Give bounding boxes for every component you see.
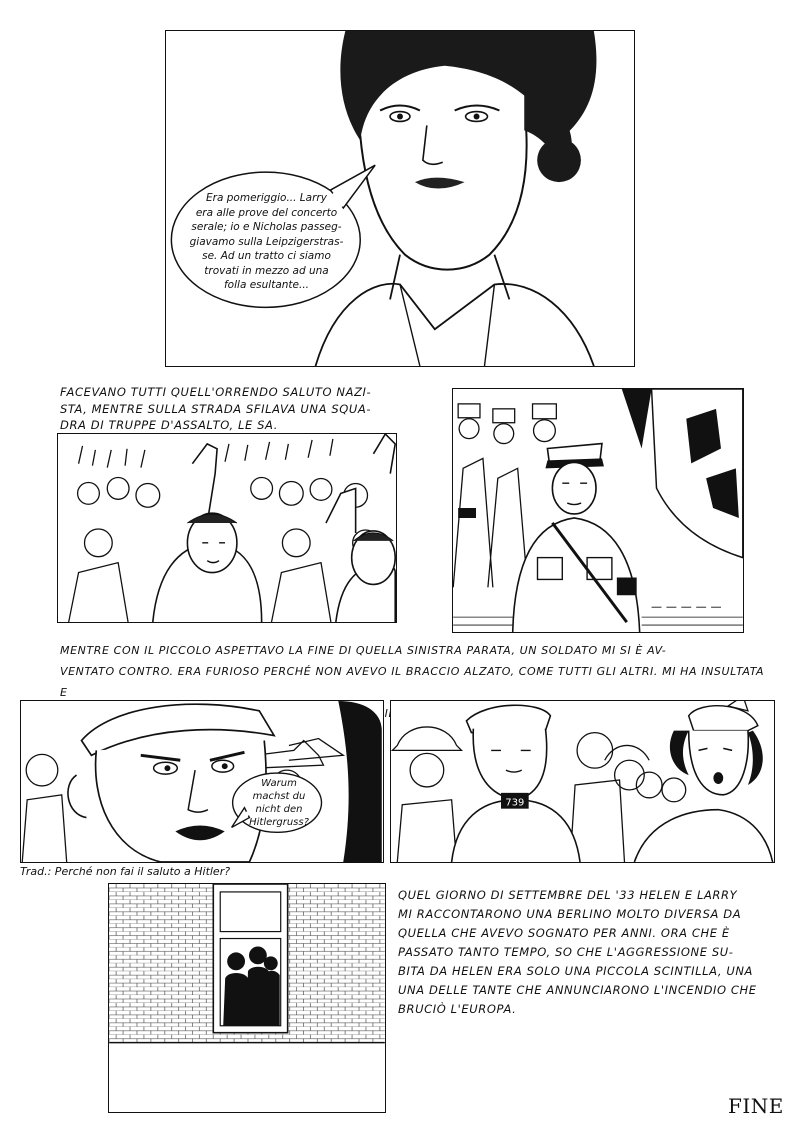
- panel-helen-grabbed: [390, 700, 775, 863]
- translation-note: Trad.: Perché non fai il saluto a Hitler?: [20, 865, 231, 878]
- end-label: FINE: [728, 1094, 784, 1118]
- helen-grabbed-drawing: [391, 701, 774, 862]
- caption-berlin-memory: QUEL GIORNO DI SETTEMBRE DEL '33 HELEN E LARRY MI RACCONTARONO UNA BERLINO MOLTO DIVERSA DA QUELLA CHE AVEVO SOGNATO PER ANNI. ORA CHE È PASSATO TANTO TEMPO, SO CHE L'AGGRESSIONE SU- BITA DA HELEN ERA SOLO UNA PICCOLA SCINTILLA, UNA UNA DELLE TANTE CHE ANNUNCIARONO L'INCENDIO CHE BRUCIÒ L'EUROPA.: [398, 888, 757, 1016]
- panel-woman-portrait: [165, 30, 635, 367]
- sa-soldiers-drawing: [453, 389, 743, 632]
- panel-sa-soldiers: [452, 388, 744, 633]
- saluting-crowd-drawing: [58, 434, 396, 622]
- window-silhouettes-drawing: [109, 884, 385, 1112]
- soldier-speech-text: Warum machst du nicht den Hitlergruss?: [249, 778, 309, 828]
- caption-soldier-attack: MENTRE CON IL PICCOLO ASPETTAVO LA FINE DI QUELLA SINISTRA PARATA, UN SOLDATO MI SI È AV- VENTATO CONTRO. ERA FURIOSO PERCHÉ NON AVEVO IL BRACCIO ALZATO, COME TUTTI GLI ALTRI. MI HA INSULTATA E: [60, 644, 765, 699]
- caption-nazi-salute: FACEVANO TUTTI QUELL'ORRENDO SALUTO NAZI- STA, MENTRE SULLA STRADA SFILAVA UNA SQUA- DRA DI TRUPPE D'ASSALTO, LE SA.: [60, 385, 372, 432]
- panel-window-silhouettes: [108, 883, 386, 1113]
- panel-soldier-shouting: [20, 700, 384, 863]
- soldier-collar-badge: 739: [505, 797, 525, 809]
- panel-saluting-crowd: [57, 433, 397, 623]
- soldier-shouting-drawing: [21, 701, 383, 862]
- woman-speech-text: Era pomeriggio... Larry era alle prove del concerto serale; io e Nicholas passeg- giavamo sulla Leipzigerstras- se. Ad un tratto ci siamo trovati in mezzo ad una folla esultante...: [189, 192, 344, 291]
